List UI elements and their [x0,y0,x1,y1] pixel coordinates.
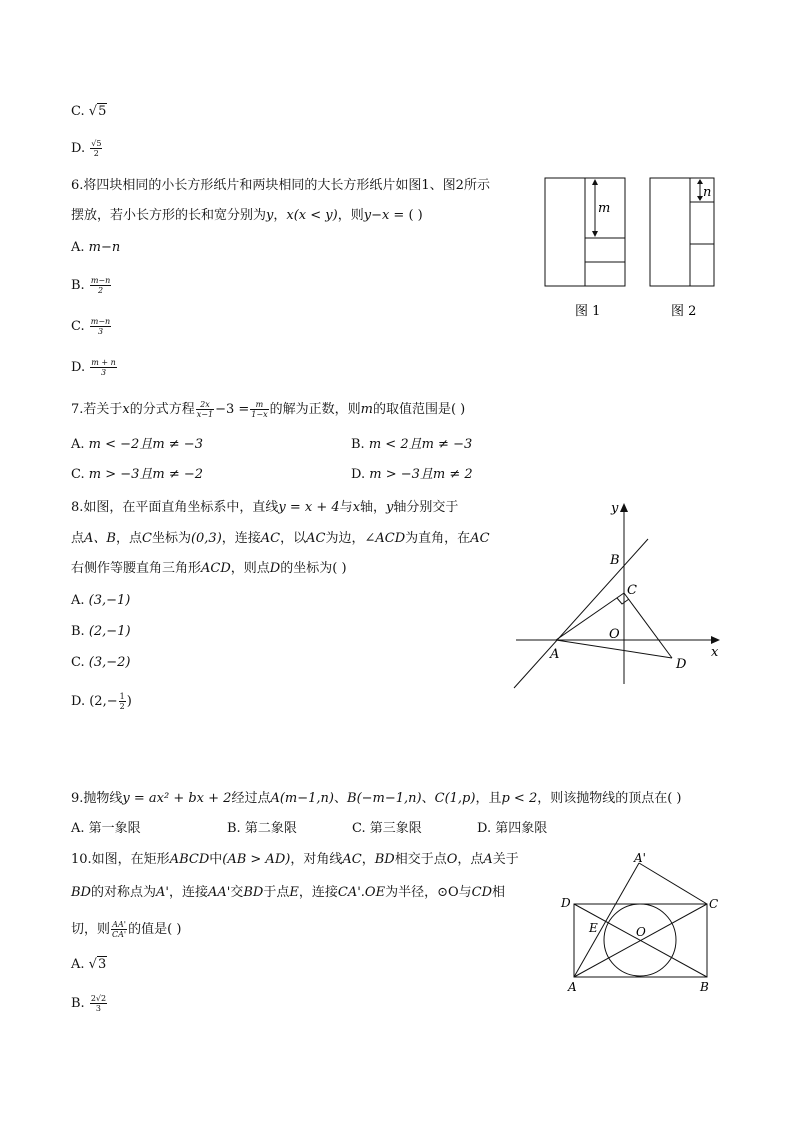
text: ，点 [115,531,142,546]
segment-cd [624,593,672,658]
q8-stem-line2 [71,531,490,547]
numerator: √5 [91,139,102,148]
math: m < −2且m ≠ −3 [88,437,203,452]
text: 、 [421,791,435,806]
math: y = ax² + bx + 2 [122,791,232,806]
option-label: A. [71,957,85,972]
text: 关于 [492,852,519,867]
point-label-a: A [550,647,560,662]
denominator: 1−x [251,410,268,419]
text: ，对角线 [290,852,343,867]
math: m [360,402,373,417]
text: 相交于点 [394,852,447,867]
q8-option-b [71,624,131,640]
small-rect [690,244,714,286]
q8-option-a [71,593,130,609]
q9-option-d: D. 第四象限 [477,821,548,836]
segment-aa1 [574,863,639,977]
math: AC [342,852,362,867]
text: 与 [458,885,472,900]
option-label: A. [71,593,85,608]
q8-option-c [71,655,130,671]
small-rect [585,262,625,286]
y-axis-label: y [611,501,619,516]
math: O [446,852,458,867]
denominator: 3 [95,1004,102,1013]
q7-option-c [71,467,203,483]
small-rect [690,202,714,244]
text: 坐标为 [151,531,191,546]
segment-ad [556,640,672,658]
text: 、 [334,791,348,806]
math: y [386,500,394,515]
denominator: 2 [93,149,99,158]
math: m > −3且m ≠ −2 [88,467,204,482]
fraction [250,400,268,419]
text: −3 = [215,402,250,417]
math: B(−m−1,n) [347,791,422,806]
numerator: m [250,400,268,410]
q5-option-d [71,139,103,158]
math: (AB > AD) [222,852,291,867]
q9-stem [71,791,682,807]
q10-rectangle-figure [556,848,726,998]
math: (2,−1) [88,624,131,639]
q6-option-a [71,240,120,256]
math: AA' [207,885,231,900]
option-label: B. [351,437,365,452]
math: BD [71,885,91,900]
point-label-d: D [561,896,571,910]
math: x [122,402,130,417]
text: 右侧作等腰直角三角形 [71,561,202,576]
math: A、B [84,531,116,546]
denominator: CA' [112,930,127,939]
q8-coordinate-figure [508,498,730,694]
figure-caption: 图 1 [575,304,601,319]
denominator: 3 [97,327,104,336]
arrow-head [697,179,703,184]
text: 经过点 [231,791,271,806]
denominator: x−1 [196,410,214,419]
point-label-a-prime: A' [634,851,646,865]
math: AC [260,531,281,546]
fraction [90,276,111,295]
numerator: 2√2 [90,994,107,1003]
option-label: B. [71,624,85,639]
right-angle-mark [617,598,629,604]
q10-stem-line2 [71,885,505,901]
fraction [90,139,102,158]
text: 摆放，若小长方形的长和宽分别为 [71,208,267,223]
text: 的值是( ) [128,922,182,937]
q8-stem-line1 [71,500,458,516]
point-label-c: C [627,583,637,598]
text: ，连接 [221,531,261,546]
point-label-a: A [568,980,577,994]
text: ，连接 [298,885,338,900]
var-label: m [598,201,611,216]
text: = ( ) [389,208,423,223]
fraction [90,358,117,377]
q10-option-b [71,994,108,1013]
arrow-head [592,231,598,237]
math: y [266,208,274,223]
q5-option-c [71,104,107,120]
text: ，连接 [168,885,208,900]
fraction [90,994,107,1013]
text: 交 [230,885,244,900]
numerator: m + n [91,358,116,367]
math: y = x + 4 [278,500,340,515]
text: ， [361,852,375,867]
numerator: 2x [196,400,214,410]
math: AC [470,531,490,546]
math: x [352,500,361,515]
q7-option-a [71,437,203,453]
math: (3,−1) [88,593,131,608]
text: 点 [71,531,85,546]
option-label: D. [71,141,86,156]
radicand: 5 [96,139,102,148]
option-label: D. [351,467,366,482]
text: 的解为正数，则 [269,402,361,417]
q6-figure-1 [545,178,625,319]
fraction [196,400,214,419]
fraction [111,920,127,939]
radicand: 3 [97,957,107,972]
option-label: B. [71,278,85,293]
option-label: D. [71,360,86,375]
text: 相 [492,885,506,900]
math: m > −3且m ≠ 2 [369,467,473,482]
option-label: A. [71,437,85,452]
arrow-head [592,179,598,185]
option-label: D. [71,694,86,709]
text: 轴， [360,500,387,515]
option-label: C. [71,467,85,482]
fraction [119,692,126,711]
point-label-b: B [610,553,620,568]
q6-option-d [71,358,118,377]
denominator: 3 [100,368,107,377]
text: 9.抛物线 [71,791,123,806]
math: BD [374,852,395,867]
q9-option-c: C. 第三象限 [352,821,422,836]
x-axis-arrow [711,636,720,644]
option-label: C. [71,319,85,334]
q6-option-b [71,276,112,295]
math: A [483,852,493,867]
option-label: B. [71,996,85,1011]
option-label: C. [71,655,85,670]
numerator: m−n [90,276,111,285]
text: ， [273,208,287,223]
q6-figures [540,172,730,322]
math: C [141,531,152,546]
math: C(1,p) [434,791,476,806]
var-label: n [703,185,712,200]
numerator: AA' [112,920,126,929]
x-axis-label: x [711,645,719,660]
math: A' [156,885,169,900]
sqrt-5: √5 [88,104,107,119]
option-label: A. [71,240,85,255]
math: x(x < y) [286,208,338,223]
figure-caption: 图 2 [671,304,697,319]
text: 为直角，在 [405,531,471,546]
math: CD [471,885,493,900]
denominator: 2 [98,286,104,295]
math: E [289,885,299,900]
math: BD [243,885,264,900]
text: 中 [209,852,223,867]
point-label-o: O [636,925,646,939]
text: 轴分别交于 [393,500,459,515]
fraction [90,317,111,336]
q9-option-b: B. 第二象限 [227,821,297,836]
math: A(m−1,n) [270,791,334,806]
math: (2,− [89,694,118,709]
radicand: 2 [101,994,107,1003]
radicand: 5 [98,104,107,119]
q9-option-a: A. 第一象限 [71,821,141,836]
text: 10.如图，在矩形 [71,852,170,867]
q8-stem-line3 [71,561,347,577]
small-rect [585,238,625,262]
numerator: m−n [90,317,111,326]
point-label-b: B [700,980,709,994]
q6-stem-line2 [71,208,423,224]
math: D [269,561,281,576]
q10-stem-line3 [71,920,181,939]
point-label-c: C [709,897,719,911]
math: (3,−2) [88,655,131,670]
segment-ca1 [639,863,707,904]
math: ⊙O [437,885,459,900]
q10-option-a [71,957,107,973]
text: 8.如图，在平面直角坐标系中，直线 [71,500,279,515]
text: ，点 [457,852,484,867]
text: 的取值范围是( ) [372,402,466,417]
math: ∠ACD [364,531,406,546]
y-axis-arrow [620,503,628,512]
text: 的坐标为( ) [280,561,347,576]
math: (0,3) [190,531,222,546]
q8-option-d [71,692,132,711]
text: 为边， [325,531,365,546]
line-y-eq-x-plus-4 [514,539,648,688]
text: 切，则 [71,922,111,937]
text: 7.若关于 [71,402,123,417]
option-label: C. [71,104,85,119]
text: 为半径， [385,885,438,900]
point-label-d: D [676,657,687,672]
math: CA'.OE [337,885,386,900]
text: 的分式方程 [129,402,195,417]
q10-stem-line1 [71,852,519,868]
text: ，则该抛物线的顶点在( ) [537,791,682,806]
math: m−n [88,240,121,255]
math: ACD [201,561,231,576]
point-label-o: O [609,627,620,642]
q7-option-b [351,437,472,453]
q6-option-c [71,317,112,336]
text: ，则点 [230,561,270,576]
math: ABCD [169,852,210,867]
text: 与 [339,500,353,515]
sqrt-3: √3 [88,957,107,972]
denominator: 2 [119,702,125,711]
text: ，且 [475,791,502,806]
math: ) [126,694,132,709]
math: AC [306,531,326,546]
q6-stem-line1: 6.将四块相同的小长方形纸片和两块相同的大长方形纸片如图1、图2所示 [71,178,490,193]
q6-figure-2 [650,178,714,319]
text: 的对称点为 [90,885,156,900]
text: 于点 [263,885,290,900]
q7-stem [71,400,465,419]
math: y−x [363,208,390,223]
text: ，则 [337,208,364,223]
q7-option-d [351,467,473,483]
math: m < 2且m ≠ −3 [368,437,473,452]
text: ，以 [280,531,307,546]
math: p < 2 [501,791,538,806]
numerator: 1 [119,692,125,701]
coefficient: 2 [90,994,96,1003]
point-label-e: E [589,921,598,935]
